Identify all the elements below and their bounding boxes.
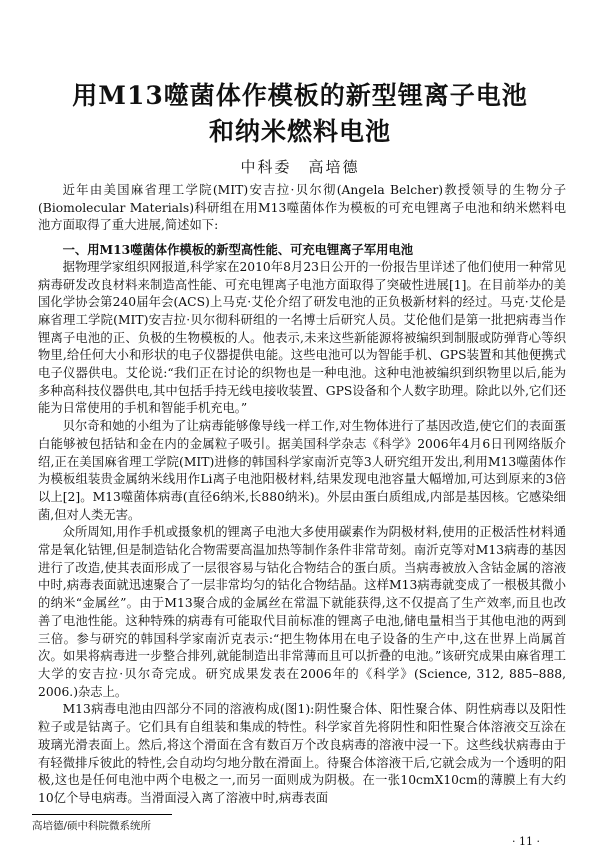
body-paragraph: M13病毒电池由四部分不同的溶液构成(图1):阴性聚合体、阳性聚合体、阴性病毒以及阳性粒子或是钴离子。它们具有自组装和集成的特性。科学家首先将阴性和阳性聚合体溶液交互涂在玻璃光滑表面上。然后,将这个滑面在含有数百万个改良病毒的溶液中浸一下。这些线状病毒由于有轻微排斥彼此的特性,会自动均匀地分散在滑面上。待聚合体溶液干后,它就会成为一个透明的阳极,这也是任何电池中两个电极之一,而另一面则成为阴极。在一张10cmX10cm的薄膜上有大约10亿个导电病毒。当滑面浸入离了溶液中时,病毒表面	[38, 702, 566, 805]
article-body	[38, 182, 566, 808]
article-title-line2: 和纳米燃料电池	[208, 117, 391, 146]
body-paragraph: 据物理学家组织网报道,科学家在2010年8月23日公开的一份报告里详述了他们使用一种常见病毒研发改良材料来制造高性能、可充电锂离子电池方面取得了突破性进展[1]。在目前举办的美国化学协会第240届年会(ACS)上马克·艾伦介绍了研发电池的正负极新材料的经过。马克·艾伦是麻省理工学院(MIT)安吉拉·贝尔彻科研组的一名博士后研究人员。艾伦他们是第一批把病毒当作锂离子电池的正、负极的生物模板的人。他表示,未来这些新能源将被编织到制服或防弹背心等织物里,给任何大小和形状的电子仪器提供电能。这些电池可以为智能手机、GPS装置和其他便携式电子仪器供电。艾伦说:“我们正在讨论的织物也是一种电池。这种电池被编织到织物里以后,能为多种高科技仪器供电,其中包括手持无线电接收装置、GPS设备和个人数字助理。除此以外,它们还能为日常使用的手机和智能手机充电。”	[38, 259, 566, 416]
page-number: · 11 ·	[512, 834, 540, 848]
section-heading: 一、用M13噬菌体作模板的新型高性能、可充电锂离子军用电池	[62, 242, 414, 258]
article-title-line1: 用M13噬菌体作模板的新型锂离子电池	[72, 81, 528, 110]
intro-paragraph: 近年由美国麻省理工学院(MIT)安吉拉·贝尔彻(Angela Belcher)教授领导的生物分子(Biomolecular Materials)科研组在用M13噬菌体作为模板的可充电锂离子电池和纳米燃料电池方面取得了重大进展,简述如下:	[38, 183, 566, 233]
footnote-divider	[32, 814, 172, 815]
footnote: 高培德/硕中科院微系统所	[32, 819, 152, 832]
body-paragraph: 众所周知,用作手机或摄象机的锂离子电池大多使用碳素作为阴极材料,使用的正极活性材料通常是氧化钴锂,但是制造钴化合物需要高温加热等制作条件非常苛刻。南沂克等对M13病毒的基因进行了改造,使其表面形成了一层很容易与钴化合物结合的蛋白质。当病毒被放入含钴金属的溶液中时,病毒表面就迅速聚合了一层非常均匀的钴化合物结晶。这样M13病毒就变成了一根极其微小的纳米“金属丝”。由于M13聚合成的金属丝在常温下就能获得,这不仅提高了生产效率,而且也改善了电池性能。这种特殊的病毒有可能取代目前标准的锂离子电池,储电量相当于其他电池的两到三倍。参与研究的韩国科学家南沂克表示:“把生物体用在电子设备的生产中,这在世界上尚属首次。如果将病毒进一步整合排列,就能制造出非常薄而且可以折叠的电池。”该研究成果由麻省理工大学的安吉拉·贝尔奇完成。研究成果发表在2006年的《科学》(Science, 312, 885–888, 2006.)杂志上。	[38, 525, 566, 699]
authors: 中科委 高培德	[240, 158, 360, 176]
body-paragraph: 贝尔奇和她的小组为了让病毒能够像导线一样工作,对生物体进行了基因改造,使它们的表面蛋白能够被包括钴和金在内的金属粒子吸引。据美国科学杂志《科学》2006年4月6日刊网络版介绍,正在美国麻省理工学院(MIT)进修的韩国科学家南沂克等3人研究组开发出,利用M13噬菌体作为模板组装贵金属纳米线用作Li离子电池阳极材料,结果发现电池容量大幅增加,可达到原来的3倍以上[2]。M13噬菌体病毒(直径6纳米,长880纳米)。外层由蛋白质组成,内部是基因核。它感染细菌,但对人类无害。	[38, 419, 566, 522]
